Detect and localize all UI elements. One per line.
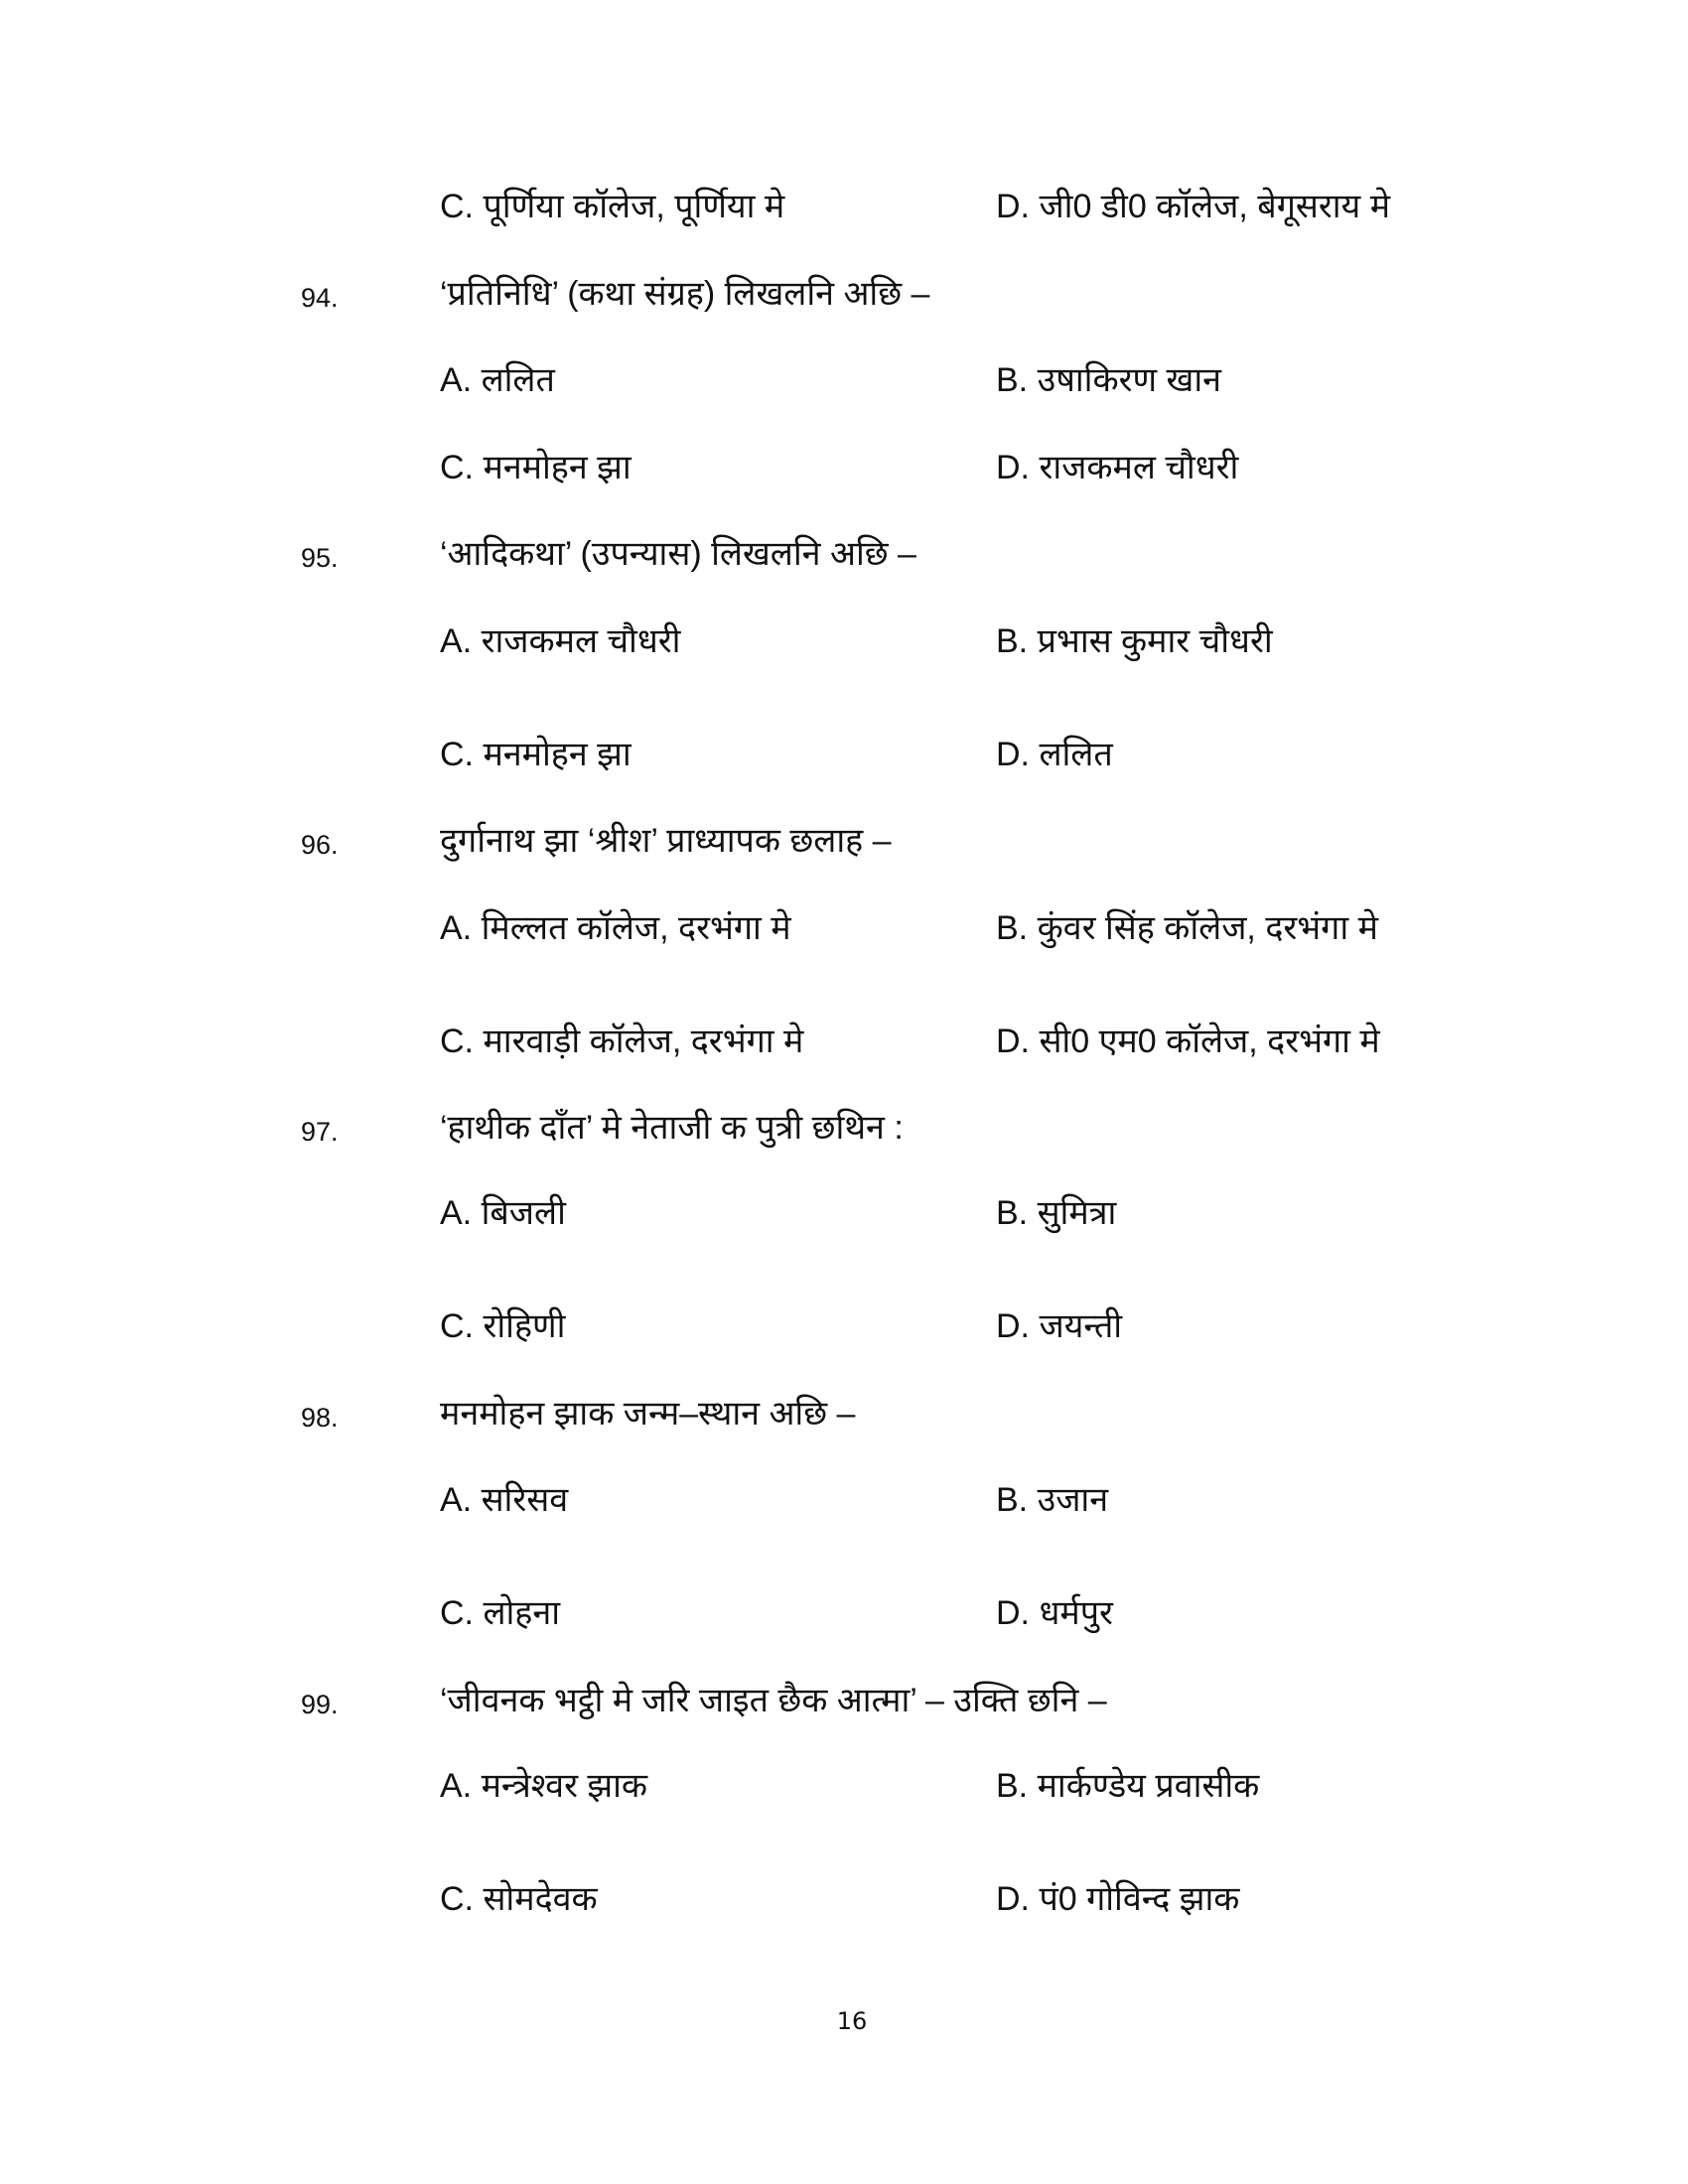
option-b: B. प्रभास कुमार चौधरी	[996, 622, 1273, 660]
option-c: C. रोहिणी	[440, 1307, 566, 1345]
question-number: 95.	[301, 543, 339, 573]
question-number: 94.	[301, 283, 339, 313]
question-text: ‘आदिकथा’ (उपन्यास) लिखलनि अछि –	[440, 535, 916, 573]
option-b: B. मार्कण्डेय प्रवासीक	[996, 1767, 1260, 1805]
option-b: B. उजान	[996, 1481, 1109, 1519]
option-c: C. मनमोहन झा	[440, 736, 632, 773]
question-text: दुर्गानाथ झा ‘श्रीश’ प्राध्यापक छलाह –	[440, 822, 892, 860]
question-number: 99.	[301, 1690, 339, 1719]
option-d: D. सी0 एम0 कॉलेज, दरभंगा मे	[996, 1023, 1380, 1060]
option-a: A. बिजली	[440, 1194, 566, 1232]
option-a: A. मन्त्रेश्वर झाक	[440, 1767, 648, 1805]
option-a: A. राजकमल चौधरी	[440, 622, 681, 660]
question-text: मनमोहन झाक जन्म–स्थान अछि –	[440, 1395, 856, 1433]
option-d: D. धर्मपुर	[996, 1594, 1113, 1632]
option-c: C. लोहना	[440, 1594, 561, 1632]
option-d: D. राजकमल चौधरी	[996, 449, 1239, 486]
question-text: ‘जीवनक भट्ठी मे जरि जाइत छैक आत्मा’ – उक्ति छनि –	[440, 1682, 1107, 1719]
page-number: 16	[836, 2007, 868, 2035]
question-text: ‘प्रतिनिधि’ (कथा संग्रह) लिखलनि अछि –	[440, 275, 930, 313]
option-b: B. कुंवर सिंह कॉलेज, दरभंगा मे	[996, 909, 1378, 947]
option-d: D. जी0 डी0 कॉलेज, बेगूसराय मे	[996, 188, 1391, 225]
question-text: ‘हाथीक दाँत’ मे नेताजी क पुत्री छथिन :	[440, 1109, 904, 1147]
option-b: B. सुमित्रा	[996, 1194, 1117, 1232]
option-c: C. मारवाड़ी कॉलेज, दरभंगा मे	[440, 1023, 804, 1060]
option-a: A. सरिसव	[440, 1481, 569, 1519]
question-number: 96.	[301, 830, 339, 860]
option-d: D. पं0 गोविन्द झाक	[996, 1880, 1240, 1918]
option-c: C. सोमदेवक	[440, 1880, 598, 1918]
option-b: B. उषाकिरण खान	[996, 361, 1222, 399]
question-number: 98.	[301, 1403, 339, 1433]
option-d: D. जयन्ती	[996, 1307, 1123, 1345]
option-c: C. मनमोहन झा	[440, 449, 632, 486]
question-number: 97.	[301, 1117, 339, 1147]
option-a: A. मिल्लत कॉलेज, दरभंगा मे	[440, 909, 791, 947]
option-c: C. पूर्णिया कॉलेज, पूर्णिया मे	[440, 188, 785, 225]
option-d: D. ललित	[996, 736, 1113, 773]
option-a: A. ललित	[440, 361, 555, 399]
